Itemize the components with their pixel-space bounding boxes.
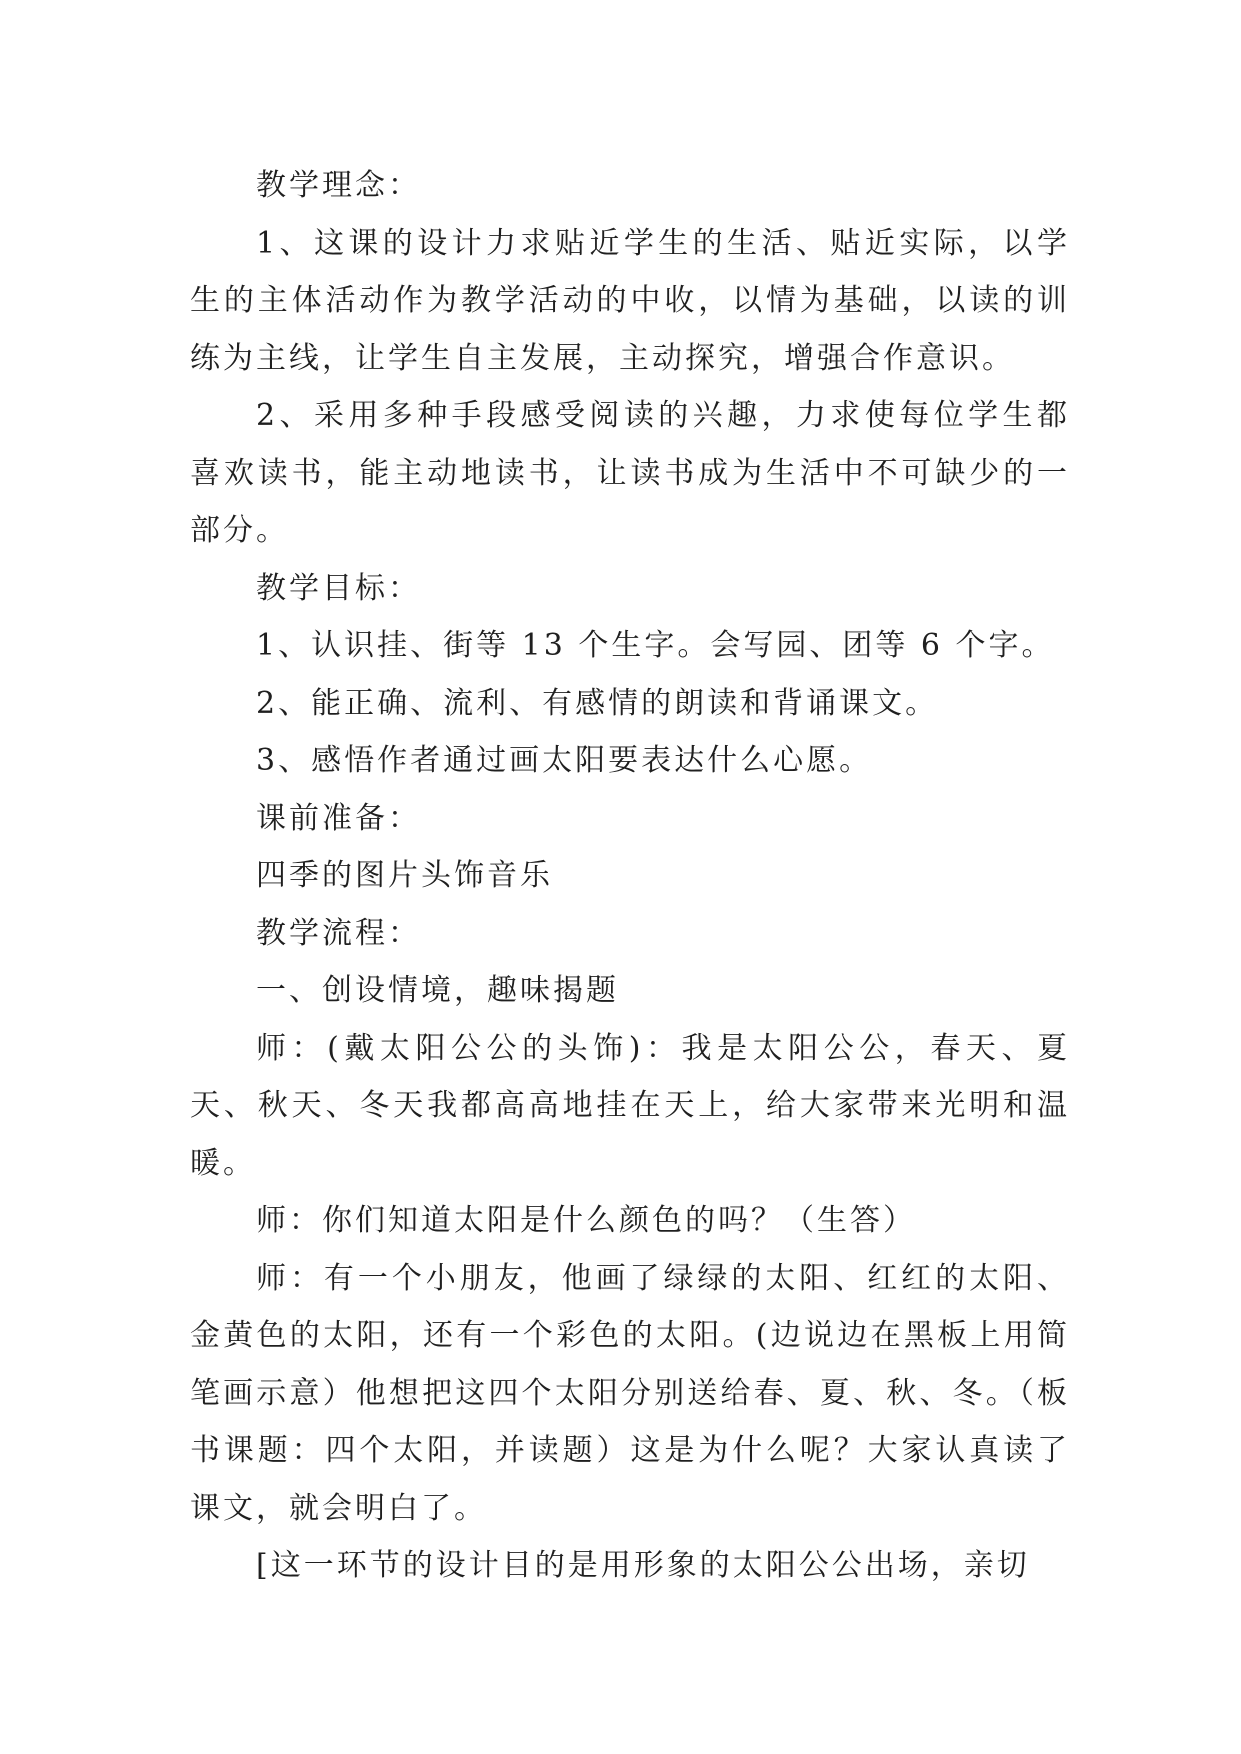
paragraph-goal-1: 1、认识挂、街等 13 个生字。会写园、团等 6 个字。 (256, 628, 1055, 663)
paragraph-goal-2: 2、能正确、流利、有感情的朗读和背诵课文。 (256, 685, 939, 721)
paragraph-process-step-1: 一、创设情境，趣味揭题 (256, 973, 619, 1008)
heading-preparation: 课前准备： (256, 800, 421, 836)
heading-teaching-goals: 教学目标： (256, 570, 421, 606)
document-body (190, 157, 1070, 1595)
paragraph-philosophy-2: 2、采用多种手段感受阅读的兴趣，力求使每位学生都喜欢读书，能主动地读书，让读书成为生活中不可缺少的一部分。 (190, 398, 1070, 548)
heading-teaching-process: 教学流程： (256, 915, 421, 951)
paragraph-preparation: 四季的图片头饰音乐 (256, 858, 553, 893)
paragraph-goal-3: 3、感悟作者通过画太阳要表达什么心愿。 (256, 743, 873, 778)
heading-teaching-philosophy: 教学理念： (256, 168, 421, 203)
paragraph-philosophy-1: 1、这课的设计力求贴近学生的生活、贴近实际，以学生的主体活动作为教学活动的中收，以情为基础，以读的训练为主线，让学生自主发展，主动探究，增强合作意识。 (190, 225, 1070, 376)
paragraph-teacher-question: 师：你们知道太阳是什么颜色的吗？（生答） (256, 1203, 916, 1238)
paragraph-teacher-intro: 师：(戴太阳公公的头饰)：我是太阳公公，春天、夏天、秋天、冬天我都高高地挂在天上，给大家带来光明和温暖。 (190, 1030, 1070, 1181)
paragraph-design-note: [这一环节的设计目的是用形象的太阳公公出场，亲切 (256, 1548, 1030, 1583)
paragraph-teacher-story: 师：有一个小朋友，他画了绿绿的太阳、红红的太阳、金黄色的太阳，还有一个彩色的太阳。(边说边在黑板上用简笔画示意）他想把这四个太阳分别送给春、夏、秋、冬。（板书课题：四个太阳，并读题）这是为什么呢？大家认真读了课文，就会明白了。 (190, 1260, 1070, 1526)
